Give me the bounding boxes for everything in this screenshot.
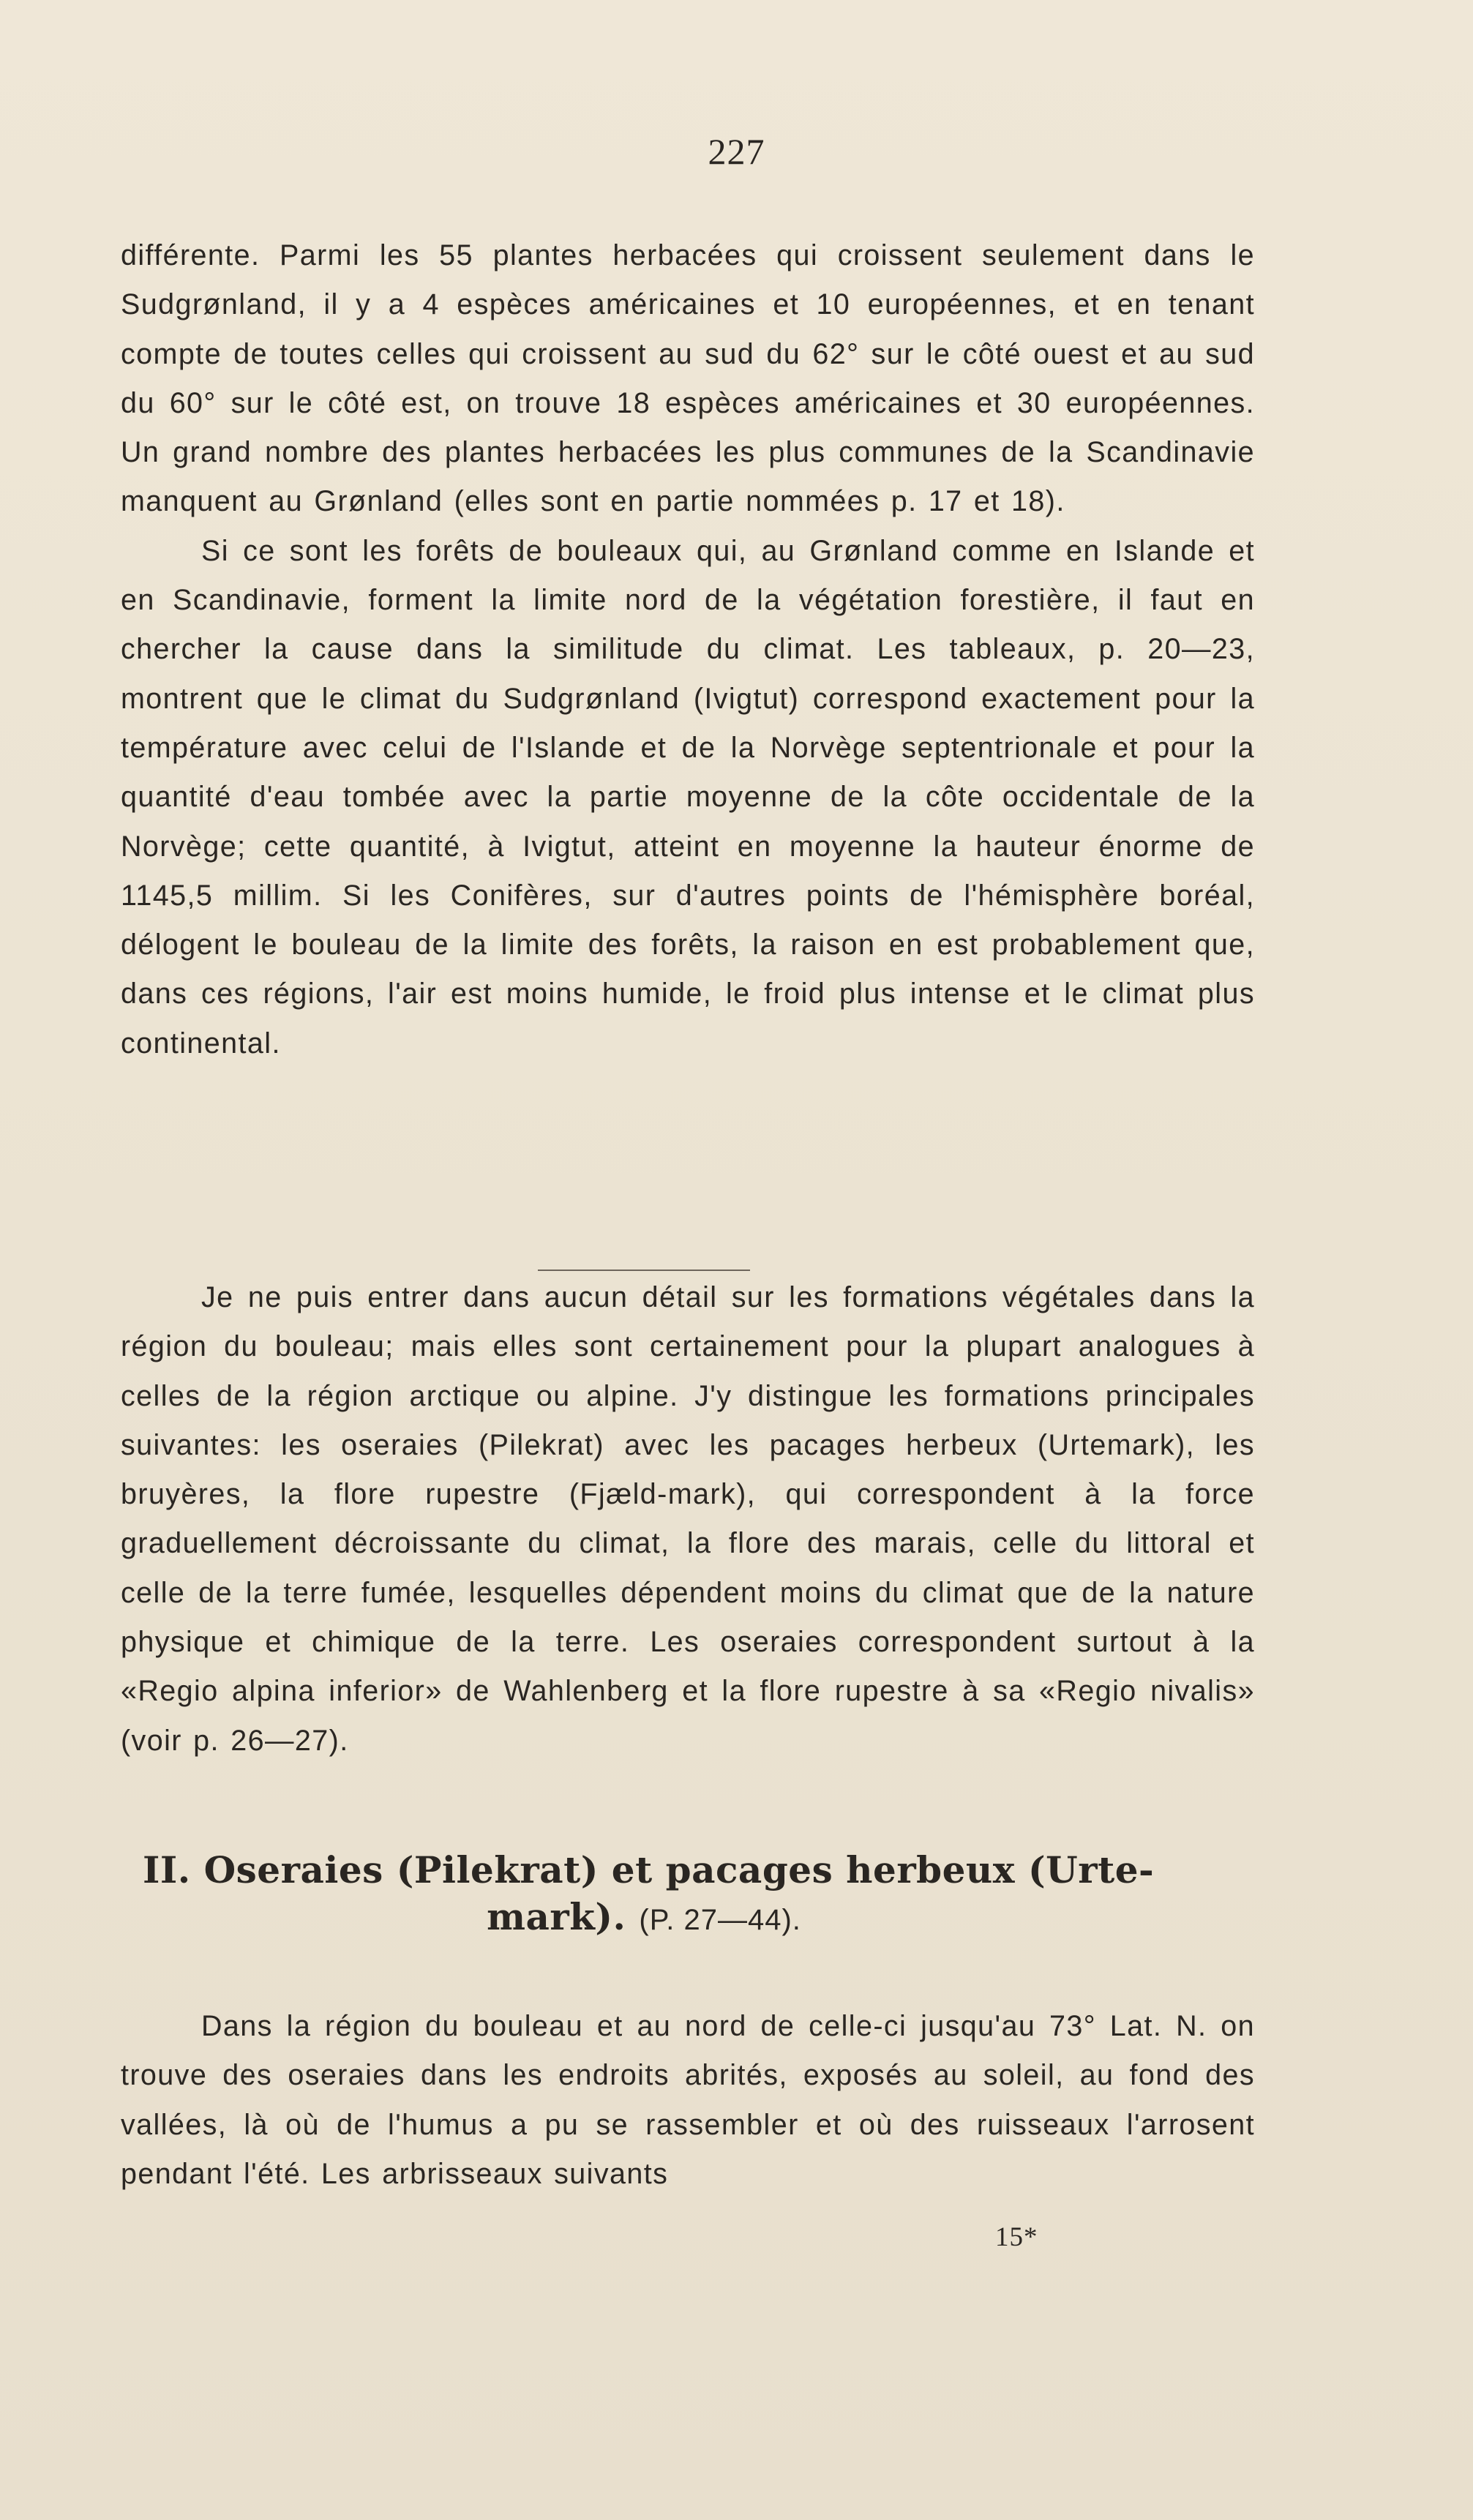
paragraph-plant-counts: différente. Parmi les 55 plantes herbacées qui croissent seulement dans le Sudgrønland, il y a 4 espèces américaines et 10 européennes, et en tenant compte de toutes celles qui croissent au sud du 62° sur le côté ouest et au sud du 60° sur le côté est, on trouve 18 espèces américaines et 30 européennes. Un grand nombre des plantes herbacées les plus communes de la Scandinavie manquent au Grønland (elles sont en partie nommées p. 17 et 18). (121, 239, 1255, 518)
heading-page-ref: (P. 27—44). (639, 1904, 801, 1936)
section-heading (143, 1847, 1262, 1943)
paragraph-oseraies: Dans la région du bouleau et au nord de celle-ci jusqu'au 73° Lat. N. on trouve des oseraies dans les endroits abrités, exposés au soleil, au fond des vallées, là où de l'humus a pu se rassembler et où des ruisseaux l'arrosent pendant l'été. Les arbrisseaux suivants (121, 2010, 1255, 2190)
text-block-oseraies (121, 2002, 1255, 2199)
paragraph-vegetation-formations: Je ne puis entrer dans aucun détail sur les formations végétales dans la région du bouleau; mais elles sont certainement pour la plupart analogues à celles de la région arctique ou alpine. J'y distingue les formations principales suivantes: les oseraies (Pilekrat) avec les pacages herbeux (Urtemark), les bruyères, la flore rupestre (Fjæld-mark), qui correspondent à la force graduellement décroissante du climat, la flore des marais, celle du littoral et celle de la terre fumée, lesquelles dépendent moins du climat que de la nature physique et chimique de la terre. Les oseraies correspondent surtout à la «Regio alpina inferior» de Wahlenberg et la flore rupestre à sa «Regio nivalis» (voir p. 26—27). (121, 1281, 1255, 1757)
heading-line-2-wrap (143, 1894, 1262, 1943)
heading-line-2: mark). (487, 1895, 626, 1938)
paragraph-birch-forests: Si ce sont les forêts de bouleaux qui, au Grønland comme en Islande et en Scandinavie, forment la limite nord de la végétation forestière, il faut en chercher la cause dans la similitude du climat. Les tableaux, p. 20—23, montrent que le climat du Sudgrønland (Ivigtut) correspond exactement pour la température avec celui de l'Islande et de la Norvège septentrionale et pour la quantité d'eau tombée avec la partie moyenne de la côte occidentale de la Norvège; cette quantité, à Ivigtut, atteint en moyenne la hauteur énorme de 1145,5 millim. Si les Conifères, sur d'autres points de l'hémisphère boréal, délogent le bouleau de la limite des forêts, la raison en est probablement que, dans ces régions, l'air est moins humide, le froid plus intense et le climat plus continental. (121, 534, 1255, 1060)
section-divider (538, 1270, 750, 1271)
page-number: 227 (708, 131, 765, 172)
printer-signature: 15* (995, 2222, 1038, 2252)
text-block-formations (121, 1273, 1255, 1766)
text-block-climate (121, 231, 1255, 1068)
heading-line-1: II. Oseraies (Pilekrat) et pacages herbeux (Urte- (143, 1848, 1155, 1891)
